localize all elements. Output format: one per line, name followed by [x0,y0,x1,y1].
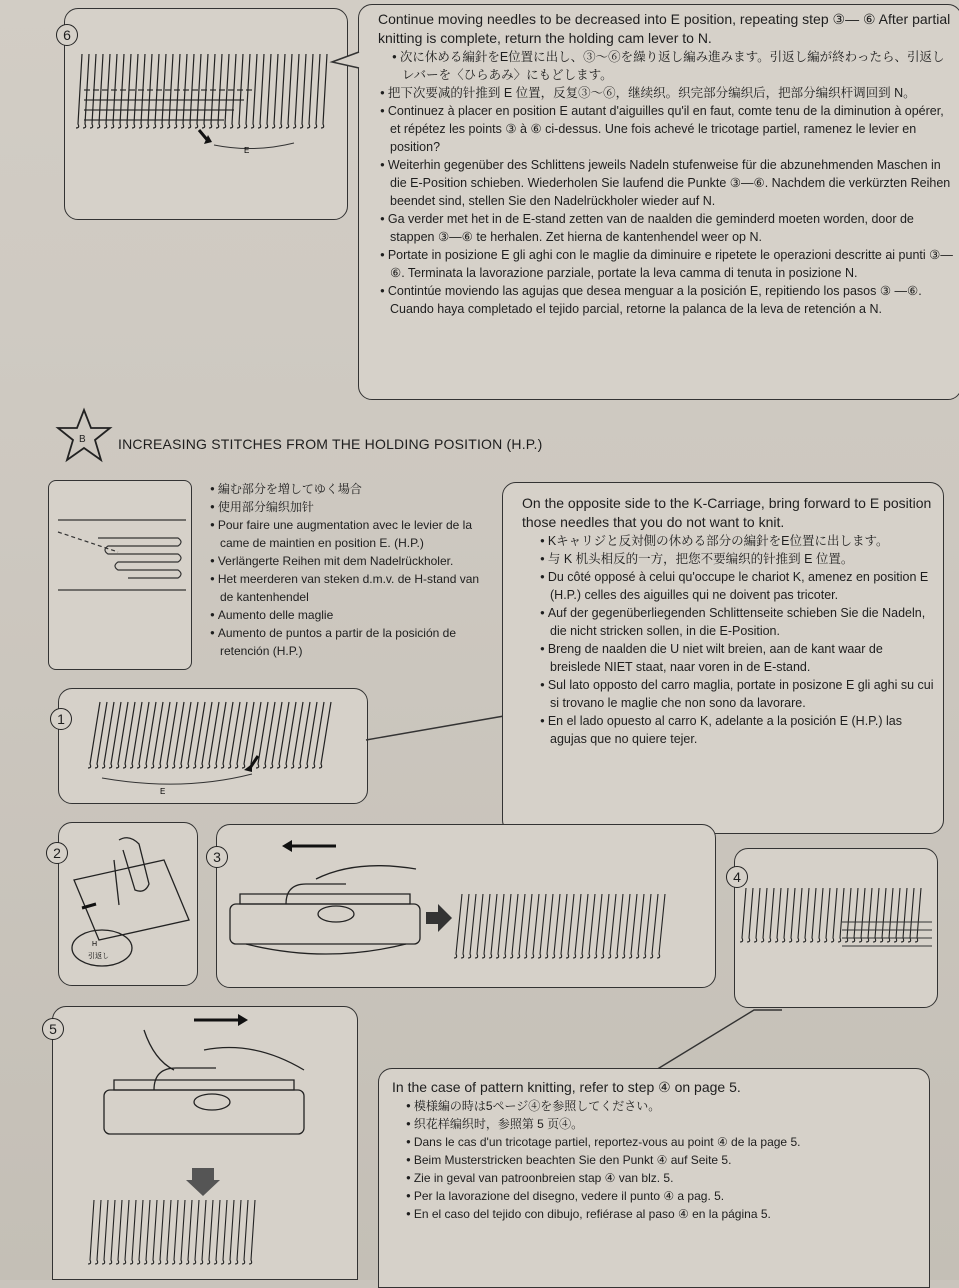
needle-line [319,702,331,768]
step6-bullet-nl: ● Ga verder met het in de E-stand zetten van de naalden die geminderd moeten worden, door de stappen ③—⑥ te herhalen. Zet hierna de kantenhendel weer op N. [378,210,956,246]
pattern-note-text [392,1078,912,1223]
needle-line [314,54,320,128]
step1-callout-pointer [366,712,506,742]
pattern-note-bullet-nl: ● Zie in geval van patroonbreien stap ④ van blz. 5. [404,1169,912,1187]
section-b-bullet-it: ● Aumento delle maglie [208,606,493,624]
step1-bullet-jp: ● Kキャリジと反対側の休める部分の編針をE位置に出します。 [538,532,936,550]
needle-line [90,54,96,128]
needle-line [489,894,497,958]
needle-line [517,894,525,958]
needle-line [866,888,872,942]
needle-line [193,1200,199,1264]
needle-line [503,894,511,958]
needle-line [221,1200,227,1264]
needle-line [643,894,651,958]
needle-line [482,894,490,958]
step6-needle-illustration [74,50,344,160]
step6-e-label: E [244,146,250,155]
needle-line [235,1200,241,1264]
step1-text [522,494,936,748]
needle-line [908,888,914,942]
needle-line [782,888,788,942]
needle-line [496,894,504,958]
needle-line [615,894,623,958]
needle-line [321,54,327,128]
step6-bullet-fr: ● Continuez à placer en position E autant d'aiguilles qu'il en faut, comte tenu de la diminution à opérer, et répétez les points ③ à ⑥ ci-dessus. Une fois achevé le tricotage partiel, ramenez le levier en position? [378,102,956,156]
needle-line [824,888,830,942]
needle-line [817,888,823,942]
section-b-bullet-cn: ● 使用部分编织加针 [208,498,493,516]
needle-line [230,54,236,128]
needle-line [249,1200,255,1264]
needle-line [761,888,767,942]
needle-line [242,1200,248,1264]
step3-number: 3 [206,846,228,868]
needle-line [873,888,879,942]
step6-bullet-jp: ● 次に休める編針をE位置に出し、③〜⑥を繰り返し編み進みます。引返し編が終わったら、引返しレバーを〈ひらあみ〉にもどします。 [378,48,956,84]
needle-line [202,54,208,128]
needle-line [915,888,921,942]
needle-line [524,894,532,958]
step5-number: 5 [42,1018,64,1040]
needle-line [754,888,760,942]
section-b-bullet-es: ● Aumento de puntos a partir de la posición de retención (H.P.) [208,624,493,660]
pattern-note-bullet-it: ● Per la lavorazione del disegno, vedere il punto ④ a pag. 5. [404,1187,912,1205]
step1-lead: On the opposite side to the K-Carriage, bring forward to E position those needles that you do not want to knit. [522,495,932,530]
needle-line [475,894,483,958]
step2-number: 2 [46,842,68,864]
needle-line [116,1200,122,1264]
step4-needle-illustration [742,882,932,962]
needle-line [181,54,187,128]
needle-line [538,894,546,958]
needle-line [468,894,476,958]
needle-line [137,1200,143,1264]
needle-line [118,54,124,128]
needle-line [179,1200,185,1264]
needle-line [95,1200,101,1264]
needle-line [125,54,131,128]
needle-line [852,888,858,942]
needle-line [195,54,201,128]
step2-jp-label: 引返し [88,953,109,960]
needle-line [158,1200,164,1264]
pattern-note-bullet-cn: ● 织花样编织时，参照第 5 页④。 [404,1115,912,1133]
needle-line [223,54,229,128]
step1-e-label: E [160,787,166,796]
needle-line [552,894,560,958]
needle-line [165,1200,171,1264]
step6-bullet-es: ● Contintúe moviendo las agujas que desea menguar a la posición E, repitiendo los pasos ③ —⑥. Cuando haya completado el tejido parcial, retorne la palanca de la leva de retención a N. [378,282,956,318]
step1-bullet-nl: ● Breng de naalden die U niet wilt breien, aan de kant waar de breislede NIET staat, naar voren in de E-stand. [538,640,936,676]
pattern-note-bullet-jp: ● 模様編の時は5ページ④を参照してください。 [404,1097,912,1115]
needle-line [622,894,630,958]
step1-bullet-fr: ● Du côté opposé à celui qu'occupe le chariot K, amenez en position E (H.P.) celles des aiguilles qui ne doivent pas tricoter. [538,568,936,604]
needle-line [880,888,886,942]
needle-line [237,54,243,128]
needle-line [803,888,809,942]
needle-line [188,54,194,128]
needle-line [160,54,166,128]
needle-line [887,888,893,942]
needle-line [102,1200,108,1264]
needle-line [789,888,795,942]
needle-line [601,894,609,958]
needle-line [111,54,117,128]
needle-line [172,1200,178,1264]
needle-line [272,54,278,128]
callout-pointer [330,50,362,70]
needle-line [293,54,299,128]
pattern-note-lead: In the case of pattern knitting, refer to step ④ on page 5. [392,1079,741,1095]
needle-line [747,888,753,942]
needle-line [251,54,257,128]
step6-bullet-cn: ● 把下次要减的针推到 E 位置，反复③〜⑥，继续织。织完部分编织后，把部分编织杆调回到 N。 [378,84,956,102]
needle-line [587,894,595,958]
needle-line [461,894,469,958]
needle-line [831,888,837,942]
needle-line [454,894,462,958]
step6-text [378,10,956,318]
needle-line [545,894,553,958]
needle-line [531,894,539,958]
step2-lever-illustration [64,830,194,980]
needle-line [83,54,89,128]
step1-number: 1 [50,708,72,730]
needle-line [657,894,665,958]
star-b-icon [56,408,112,464]
step3-carriage-illustration [226,834,706,984]
section-b-title: INCREASING STITCHES FROM THE HOLDING POSITION (H.P.) [118,436,543,452]
needle-line [209,54,215,128]
needle-line [186,1200,192,1264]
needle-line [838,888,844,942]
needle-line [200,1200,206,1264]
needle-line [566,894,574,958]
needle-line [859,888,865,942]
needle-line [307,54,313,128]
section-b-bullet-jp: ● 編む部分を増してゆく場合 [208,480,493,498]
needle-line [153,54,159,128]
needle-line [132,54,138,128]
needle-line [258,54,264,128]
needle-line [510,894,518,958]
needle-line [629,894,637,958]
pattern-note-bullet-es: ● En el caso del tejido con dibujo, refiérase al paso ④ en la página 5. [404,1205,912,1223]
needle-line [109,1200,115,1264]
pattern-note-bullet-de: ● Beim Musterstricken beachten Sie den Punkt ④ auf Seite 5. [404,1151,912,1169]
step1-bullet-it: ● Sul lato opposto del carro maglia, portate in posizone E gli aghi su cui si trovano le maglie che non sono da lavorare. [538,676,936,712]
needle-line [901,888,907,942]
step4-number: 4 [726,866,748,888]
step5-carriage-illustration [94,1010,354,1275]
pattern-note-bullet-fr: ● Dans le cas d'un tricotage partiel, reportez-vous au point ④ de la page 5. [404,1133,912,1151]
needle-line [559,894,567,958]
step6-bullet-it: ● Portate in posizione E gli aghi con le maglie da diminuire e ripetete le operazioni descritte ai punti ③—⑥. Terminata la lavorazione parziale, portate la leva camma di tenuta in posizione N. [378,246,956,282]
needle-line [244,54,250,128]
needle-line [146,54,152,128]
needle-line [174,54,180,128]
needle-line [286,54,292,128]
needle-line [97,54,103,128]
step2-h-label: H [92,941,98,948]
needle-line [167,54,173,128]
needle-line [216,54,222,128]
needle-line [775,888,781,942]
needle-line [636,894,644,958]
step6-lead: Continue moving needles to be decreased into E position, repeating step ③— ⑥ After partial knitting is complete, return the holding cam lever to N. [378,11,951,46]
needle-line [104,54,110,128]
needle-line [279,54,285,128]
step6-bullet-de: ● Weiterhin gegenüber des Schlittens jeweils Nadeln stufenweise für die abzunehmenden Maschen in die E-Position schieben. Wiederholen Sie laufend die Punkte ③—⑥. Nachdem die verkürzten Reihen beendet sind, stellen Sie den Nadelrückholer wieder auf N. [378,156,956,210]
needle-line [144,1200,150,1264]
needle-line [573,894,581,958]
needle-line [608,894,616,958]
step1-bullet-es: ● En el lado opuesto al carro K, adelante a la posición E (H.P.) las agujas que no quiere tejer. [538,712,936,748]
needle-line [207,1200,213,1264]
needle-line [768,888,774,942]
needle-line [130,1200,136,1264]
section-b-bullet-nl: ● Het meerderen van steken d.m.v. de H-stand van de kantenhendel [208,570,493,606]
needle-line [76,54,82,128]
step1-bullet-de: ● Auf der gegenüberliegenden Schlittenseite schieben Sie die Nadeln, die nicht stricken sollen, in die E-Position. [538,604,936,640]
section-b-bullet-fr: ● Pour faire une augmentation avec le levier de la came de maintien en position E. (H.P.) [208,516,493,552]
needle-line [650,894,658,958]
needle-line [594,894,602,958]
needle-line [123,1200,129,1264]
needle-line [151,1200,157,1264]
section-b-rows-diagram [58,500,188,620]
step1-needle-illustration [92,696,362,796]
section-b-bullets [208,480,493,660]
section-b-bullet-de: ● Verlängerte Reihen mit dem Nadelrückholer. [208,552,493,570]
needle-line [300,54,306,128]
step1-bullet-cn: ● 与 K 机头相反的一方，把您不要编织的针推到 E 位置。 [538,550,936,568]
needle-line [580,894,588,958]
needle-line [796,888,802,942]
needle-line [894,888,900,942]
needle-line [214,1200,220,1264]
needle-line [810,888,816,942]
needle-line [845,888,851,942]
star-letter: B [79,434,86,445]
needle-line [139,54,145,128]
step6-number: 6 [56,24,78,46]
needle-line [228,1200,234,1264]
needle-line [265,54,271,128]
